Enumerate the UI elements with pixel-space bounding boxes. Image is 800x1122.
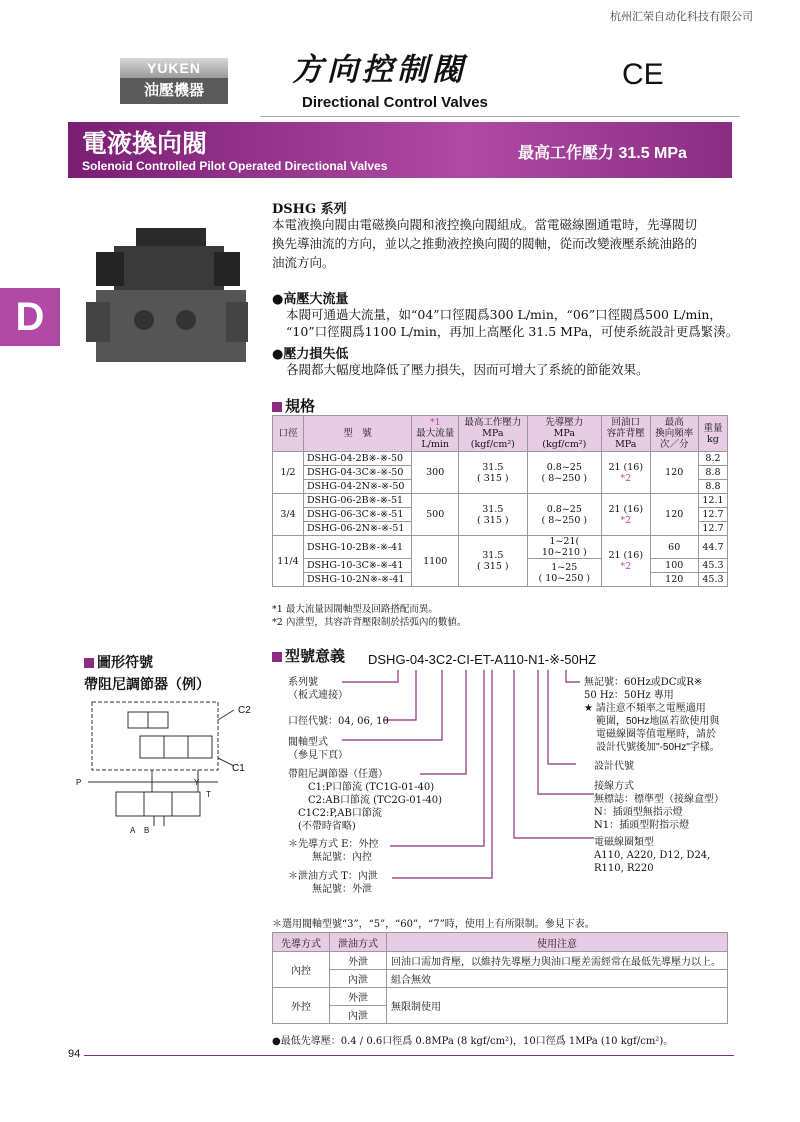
company-name: 杭州汇荣自动化科技有限公司 [610, 11, 753, 23]
flow-cell: 500 [412, 494, 459, 536]
model-cell: DSHG-04-3C※-※-50 [303, 466, 411, 480]
pressure-value: 31.5 [482, 550, 504, 561]
col-flow [412, 416, 459, 452]
square-bullet-icon [272, 652, 282, 662]
model-code-heading [272, 645, 345, 666]
table-row [273, 970, 728, 988]
freq-label-2: 換向頻率 [655, 428, 694, 439]
weight-label: 重量 [703, 422, 723, 434]
pilot-cell [527, 452, 601, 494]
code-damper-2: C1:P口節流 (TC1G-01-40) [308, 782, 435, 793]
model-cell: DSHG-06-2B※-※-51 [303, 494, 411, 508]
ce-mark: CE [622, 58, 664, 91]
code-spool-2: （參見下頁） [288, 750, 348, 761]
intro-line-2: 換先導油流的方向，並以之推動液控換向閥的閥軸，從而改變液壓系統油路的 [272, 236, 698, 251]
code-damper-4: C1C2:P,AB口節流 [298, 808, 382, 819]
weight-cell: 12.7 [698, 522, 727, 536]
page-title: 方向控制閥 [292, 52, 467, 87]
freq-cell: 60 [650, 536, 698, 559]
label-b: B [144, 826, 150, 835]
model-cell: DSHG-06-2N※-※-51 [303, 522, 411, 536]
pilot-label: 先導壓力 [545, 417, 584, 428]
size-cell: 3/4 [273, 494, 304, 536]
flow-cell: 300 [412, 452, 459, 494]
col-pilot [527, 416, 601, 452]
table-row [273, 452, 728, 466]
code-series-1: 系列號 [288, 677, 318, 688]
code-wiring-1: 接線方式 [594, 781, 634, 792]
weight-cell: 8.8 [698, 480, 727, 494]
pressure-cell [459, 452, 528, 494]
label-y: Y [194, 778, 200, 787]
pilot-kgf: ( 8~250 ) [541, 472, 588, 484]
code-wiring-4: N1：插頭型附指示燈 [594, 820, 690, 831]
freq-cell: 100 [650, 559, 698, 573]
code-spool-1: 閥軸型式 [288, 737, 328, 748]
logo-top: YUKEN [120, 58, 228, 78]
back-unit: MPa [615, 439, 637, 450]
code-freq-1: 無記號：60Hz或DC或R※ [584, 677, 703, 688]
flow-mark: *1 [429, 417, 441, 428]
code-coil-3: R110, R220 [594, 863, 654, 874]
spec-note-1: *1 最大流量因閥軸型及回路搭配而異。 [272, 604, 438, 615]
code-freq-3: ★ 請注意不頻率之電壓適用 [584, 703, 706, 714]
weight-cell: 8.8 [698, 466, 727, 480]
spec-heading-label: 規格 [285, 398, 316, 415]
yuken-logo [120, 58, 228, 106]
col-usage-note: 使用注意 [387, 933, 728, 952]
side-tab: D [0, 288, 60, 346]
model-code-string: DSHG-04-3C2-CI-ET-A110-N1-※-50HZ [368, 652, 597, 667]
drain-cell: 外泄 [330, 952, 387, 970]
banner-title-en: Solenoid Controlled Pilot Operated Directional Valves [82, 159, 388, 173]
flow-unit: L/min [421, 439, 450, 450]
label-c1: C1 [232, 763, 245, 774]
code-freq-2: 50 Hz：50Hz 專用 [584, 690, 674, 701]
pilot-cell [527, 559, 601, 587]
symbol-subheading: 帶阻尼調節器（例） [84, 676, 210, 692]
feature-1-line-2: “10”口徑閥爲1100 L/min，再加上高壓化 31.5 MPa，可使系統設計更爲緊湊。 [286, 324, 739, 339]
label-c2: C2 [238, 705, 251, 716]
header-divider [260, 116, 740, 117]
flow-cell: 1100 [412, 536, 459, 587]
size-cell: 1/2 [273, 452, 304, 494]
back-value: 21 (16) [608, 461, 644, 473]
code-drain [288, 870, 378, 896]
weight-cell: 44.7 [698, 536, 727, 559]
usage-table [272, 932, 728, 1024]
code-damper-3: C2:AB口節流 (TC2G-01-40) [308, 795, 442, 806]
drain-cell: 內泄 [330, 1006, 387, 1024]
min-pilot-note: ●最低先導壓：0.4 / 0.6口徑爲 0.8MPa (8 kgf/cm²)，10口徑爲 1MPa (10 kgf/cm²)。 [272, 1036, 674, 1047]
label-a: A [130, 826, 136, 835]
pilot-kgf: ( 10~250 ) [538, 572, 591, 584]
note-cell: 組合無效 [387, 970, 728, 988]
pressure-cell [459, 494, 528, 536]
code-pilot-1: ＊先導方式 E：外控 [288, 839, 379, 850]
pressure-value: 31.5 [482, 461, 504, 473]
code-drain-1: ＊泄油方式 T：內泄 [288, 871, 378, 882]
pressure-kgf: ( 315 ) [477, 514, 509, 526]
note-cell: 回油口需加背壓，以維持先導壓力與油口壓差需經常在最低先導壓力以上。 [387, 952, 728, 970]
pressure-label: 最高工作壓力 [464, 417, 522, 428]
code-damper-1: 帶阻尼調節器（任選） [288, 769, 388, 780]
freq-cell: 120 [650, 573, 698, 587]
back-mark: *2 [620, 561, 632, 572]
pressure-value: 31.5 [482, 503, 504, 515]
label-p: P [76, 778, 82, 787]
freq-unit: 次／分 [659, 439, 689, 450]
code-series [288, 676, 348, 702]
code-damper-5: (不帶時省略) [298, 821, 356, 832]
model-cell: DSHG-10-2N※-※-41 [303, 573, 411, 587]
usage-note: ＊選用閥軸型號“3”，“5”，“60”，“7”時，使用上有所限制。參見下表。 [272, 919, 595, 930]
col-freq [650, 416, 698, 452]
table-row [273, 988, 728, 1006]
pilot-cell: 內控 [273, 952, 330, 988]
note-cell: 無限制使用 [387, 988, 728, 1024]
code-wiring-3: N：插頭型無指示燈 [594, 807, 683, 818]
col-back [602, 416, 650, 452]
square-bullet-icon [84, 658, 94, 668]
pressure-unit: MPa (kgf/cm²) [470, 428, 515, 450]
valve-photo [86, 210, 248, 370]
code-design: 設計代號 [594, 761, 634, 772]
pilot-unit-2: (kgf/cm²) [542, 439, 587, 450]
feature-1-line-1: 本閥可通過大流量，如“04”口徑閥爲300 L/min，“06”口徑閥爲500 L/min， [286, 307, 722, 322]
spec-heading [272, 395, 315, 416]
feature-2-line-1: 各閥都大幅度地降低了壓力損失，因而可增大了系統的節能效果。 [286, 362, 649, 377]
hydraulic-symbol-diagram [78, 700, 250, 832]
back-value: 21 (16) [608, 503, 644, 515]
code-drain-2: 無記號：外泄 [312, 884, 372, 895]
spec-table [272, 415, 728, 587]
back-cell [602, 536, 650, 587]
code-pilot [288, 838, 378, 864]
col-size: 口徑 [273, 416, 304, 452]
col-pressure [459, 416, 528, 452]
pilot-value: 1~25 [551, 561, 578, 573]
intro-line-1: 本電液換向閥由電磁換向閥和液控換向閥組成。當電磁線圈通電時，先導閥切 [272, 217, 698, 232]
drain-cell: 內泄 [330, 970, 387, 988]
weight-cell: 12.1 [698, 494, 727, 508]
code-spool [288, 736, 348, 762]
footer-divider [84, 1055, 734, 1056]
pilot-unit-1: MPa [553, 428, 575, 439]
pressure-cell [459, 536, 528, 587]
series-title: DSHG 系列 [272, 202, 347, 217]
back-cell [602, 452, 650, 494]
symbol-heading-label: 圖形符號 [97, 654, 153, 670]
table-row [273, 494, 728, 508]
col-model: 型 號 [303, 416, 411, 452]
code-freq-5: 電磁線圈等值電壓時，請於 [596, 729, 716, 740]
back-mark: *2 [620, 514, 632, 526]
freq-cell: 120 [650, 494, 698, 536]
code-damper [288, 768, 442, 833]
col-weight [698, 416, 727, 452]
banner-pressure: 最高工作壓力 31.5 MPa [518, 145, 687, 162]
code-coil-2: A110, A220, D12, D24, [594, 850, 711, 861]
spec-note-2: *2 內泄型，其容許背壓限制於括弧內的數値。 [272, 617, 467, 628]
pressure-kgf: ( 315 ) [477, 561, 509, 572]
weight-cell: 8.2 [698, 452, 727, 466]
code-freq-6: 設計代號後加"-50Hz"字樣。 [596, 742, 720, 753]
col-pilot-method: 先導方式 [273, 933, 330, 952]
code-coil [594, 836, 710, 875]
code-wiring [594, 780, 724, 832]
table-row [273, 952, 728, 970]
pilot-value: 0.8~25 [546, 461, 582, 473]
label-t: T [206, 790, 211, 799]
page-number: 94 [68, 1048, 81, 1060]
symbol-heading [84, 652, 153, 672]
weight-cell: 45.3 [698, 559, 727, 573]
feature-2-title: ●壓力損失低 [272, 347, 349, 362]
weight-unit: kg [707, 433, 719, 445]
flow-label: 最大流量 [416, 428, 455, 439]
code-coil-1: 電磁線圈類型 [594, 837, 654, 848]
code-freq-4: 範圍，50Hz地區若欲使用與 [596, 716, 720, 727]
back-mark: *2 [620, 472, 632, 484]
back-label-2: 容許背壓 [606, 428, 645, 439]
code-series-2: （板式連接） [288, 690, 348, 701]
freq-label: 最高 [664, 417, 684, 428]
spec-header-row [273, 416, 728, 452]
pressure-kgf: ( 315 ) [477, 472, 509, 484]
back-value: 21 (16) [608, 550, 644, 561]
code-frequency [584, 676, 720, 754]
logo-bottom: 油壓機器 [120, 78, 228, 104]
code-pilot-2: 無記號：內控 [312, 852, 372, 863]
col-drain-method: 泄油方式 [330, 933, 387, 952]
intro-line-3: 油流方向。 [272, 255, 335, 270]
square-bullet-icon [272, 402, 282, 412]
model-code-heading-label: 型號意義 [285, 648, 346, 665]
model-cell: DSHG-04-2B※-※-50 [303, 452, 411, 466]
feature-1-title: ●高壓大流量 [272, 292, 349, 307]
table-row [273, 536, 728, 559]
code-wiring-2: 無標誌：標準型（接線盒型） [594, 794, 724, 805]
pilot-cell [527, 494, 601, 536]
back-label: 回油口 [611, 417, 641, 428]
freq-cell: 120 [650, 452, 698, 494]
usage-header-row [273, 933, 728, 952]
model-cell: DSHG-06-3C※-※-51 [303, 508, 411, 522]
weight-cell: 12.7 [698, 508, 727, 522]
weight-cell: 45.3 [698, 573, 727, 587]
pilot-kgf: ( 8~250 ) [541, 514, 588, 526]
code-size: 口徑代號：04, 06, 10 [288, 716, 389, 727]
model-cell: DSHG-10-2B※-※-41 [303, 536, 411, 559]
page-subtitle: Directional Control Valves [302, 94, 488, 111]
back-cell [602, 494, 650, 536]
banner-title-cn: 電液換向閥 [82, 130, 208, 158]
pilot-cell: 1~21( 10~210 ) [527, 536, 601, 559]
drain-cell: 外泄 [330, 988, 387, 1006]
model-cell: DSHG-10-3C※-※-41 [303, 559, 411, 573]
pilot-value: 0.8~25 [546, 503, 582, 515]
size-cell: 11/4 [273, 536, 304, 587]
model-cell: DSHG-04-2N※-※-50 [303, 480, 411, 494]
pilot-cell: 外控 [273, 988, 330, 1024]
